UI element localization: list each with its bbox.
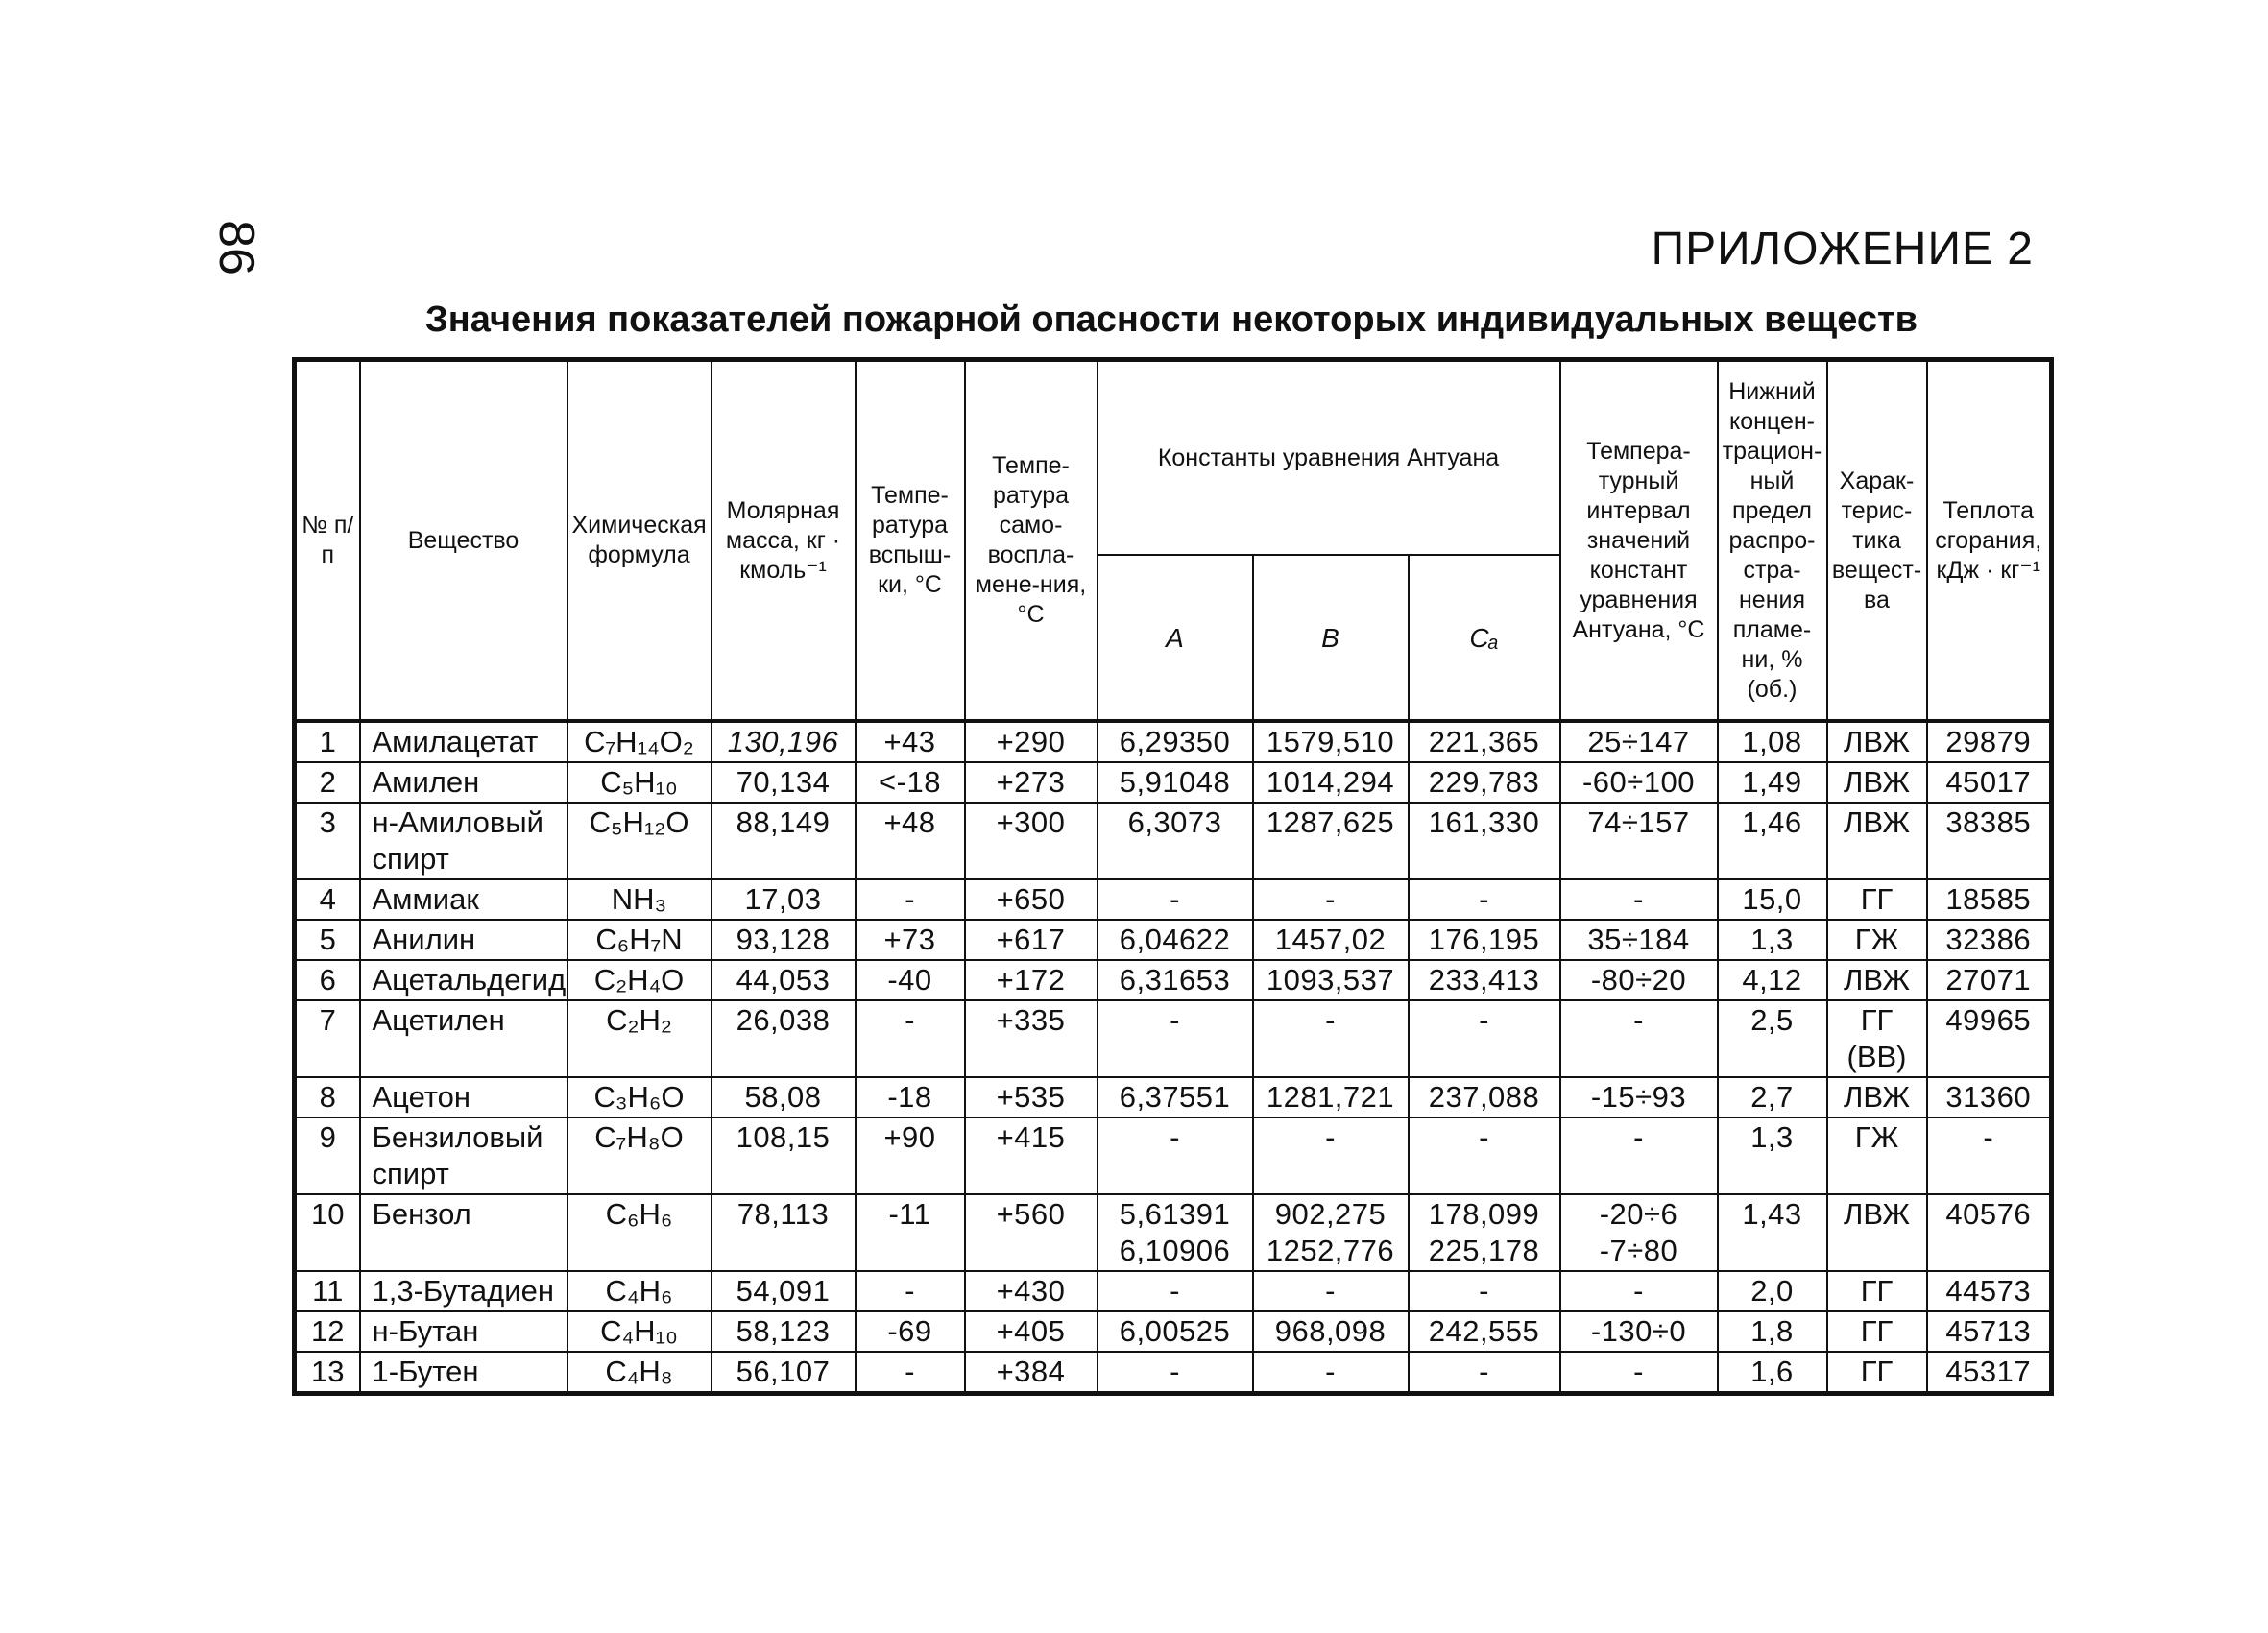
header-flash-point: Темпе-ратура вспыш-ки, °С [856, 360, 965, 722]
cell-characteristic: ГГ [1827, 1271, 1927, 1311]
cell-temp-interval: -130÷0 [1560, 1311, 1718, 1352]
header-autoignition: Темпе-ратура само-воспла-мене-ния, °С [965, 360, 1098, 722]
cell-temp-interval: - [1560, 1117, 1718, 1194]
cell-molar-mass: 58,123 [712, 1311, 856, 1352]
cell-const-a: 6,04622 [1098, 920, 1253, 960]
cell-const-ca: 161,330 [1409, 803, 1560, 879]
cell-molar-mass: 78,113 [712, 1194, 856, 1271]
table-row [295, 721, 2052, 762]
cell-const-b: 1579,510 [1253, 721, 1409, 762]
cell-characteristic: ЛВЖ [1827, 721, 1927, 762]
cell-molar-mass: 56,107 [712, 1352, 856, 1394]
cell-no: 2 [295, 762, 360, 803]
cell-characteristic: ЛВЖ [1827, 803, 1927, 879]
cell-molar-mass: 26,038 [712, 1000, 856, 1077]
cell-autoignition: +535 [965, 1077, 1098, 1117]
header-antoine-constants: Константы уравнения Антуана [1098, 360, 1560, 556]
cell-substance: н-Амиловый спирт [360, 803, 567, 879]
cell-heat: 29879 [1927, 721, 2052, 762]
document-title: Значения показателей пожарной опасности некоторых индивидуальных веществ [425, 300, 1918, 340]
cell-molar-mass: 17,03 [712, 879, 856, 920]
cell-const-b: - [1253, 1000, 1409, 1077]
cell-flash-point: -69 [856, 1311, 965, 1352]
cell-autoignition: +335 [965, 1000, 1098, 1077]
cell-substance: Бензол [360, 1194, 567, 1271]
cell-characteristic: ГГ (ВВ) [1827, 1000, 1927, 1077]
cell-no: 10 [295, 1194, 360, 1271]
cell-const-ca: - [1409, 879, 1560, 920]
cell-molar-mass: 130,196 [712, 721, 856, 762]
cell-lower-limit: 2,7 [1718, 1077, 1827, 1117]
table-row [295, 1352, 2052, 1394]
cell-heat: 45713 [1927, 1311, 2052, 1352]
cell-const-a: 6,37551 [1098, 1077, 1253, 1117]
cell-formula: C₆H₇N [567, 920, 712, 960]
cell-lower-limit: 1,49 [1718, 762, 1827, 803]
cell-temp-interval: - [1560, 1271, 1718, 1311]
cell-const-ca: - [1409, 1271, 1560, 1311]
cell-const-b: 1287,625 [1253, 803, 1409, 879]
cell-autoignition: +273 [965, 762, 1098, 803]
cell-const-a: - [1098, 1352, 1253, 1394]
table-row [295, 1000, 2052, 1077]
cell-flash-point: <-18 [856, 762, 965, 803]
table-row [295, 803, 2052, 879]
cell-formula: C₇H₈O [567, 1117, 712, 1194]
cell-autoignition: +617 [965, 920, 1098, 960]
cell-characteristic: ГГ [1827, 1352, 1927, 1394]
cell-substance: Бензиловый спирт [360, 1117, 567, 1194]
cell-temp-interval: - [1560, 1352, 1718, 1394]
header-temp-interval: Темпера-турный интервал значений констант уравнения Антуана, °С [1560, 360, 1718, 722]
header-characteristic: Харак-терис-тика вещест-ва [1827, 360, 1927, 722]
fire-hazard-table [292, 357, 2054, 1396]
cell-const-b: - [1253, 879, 1409, 920]
cell-temp-interval: -20÷6 -7÷80 [1560, 1194, 1718, 1271]
cell-formula: C₄H₆ [567, 1271, 712, 1311]
table-row [295, 1271, 2052, 1311]
cell-lower-limit: 1,3 [1718, 1117, 1827, 1194]
cell-characteristic: ГЖ [1827, 920, 1927, 960]
cell-flash-point: - [856, 879, 965, 920]
cell-formula: C₅H₁₀ [567, 762, 712, 803]
cell-heat: 44573 [1927, 1271, 2052, 1311]
cell-temp-interval: -60÷100 [1560, 762, 1718, 803]
cell-substance: 1-Бутен [360, 1352, 567, 1394]
cell-no: 13 [295, 1352, 360, 1394]
cell-const-b: 1281,721 [1253, 1077, 1409, 1117]
cell-no: 3 [295, 803, 360, 879]
cell-no: 4 [295, 879, 360, 920]
cell-const-b: - [1253, 1117, 1409, 1194]
cell-substance: 1,3-Бутадиен [360, 1271, 567, 1311]
cell-const-ca: - [1409, 1352, 1560, 1394]
cell-temp-interval: -15÷93 [1560, 1077, 1718, 1117]
cell-heat: 38385 [1927, 803, 2052, 879]
cell-characteristic: ЛВЖ [1827, 1077, 1927, 1117]
cell-const-a: - [1098, 1117, 1253, 1194]
cell-no: 5 [295, 920, 360, 960]
cell-heat: 27071 [1927, 960, 2052, 1000]
cell-formula: C₇H₁₄O₂ [567, 721, 712, 762]
table-row [295, 960, 2052, 1000]
cell-molar-mass: 88,149 [712, 803, 856, 879]
cell-heat: 18585 [1927, 879, 2052, 920]
cell-formula: C₅H₁₂O [567, 803, 712, 879]
cell-const-ca: 242,555 [1409, 1311, 1560, 1352]
cell-formula: C₄H₈ [567, 1352, 712, 1394]
cell-no: 6 [295, 960, 360, 1000]
header-const-ca: Cₐ [1409, 555, 1560, 721]
cell-no: 11 [295, 1271, 360, 1311]
cell-heat: 45017 [1927, 762, 2052, 803]
cell-lower-limit: 4,12 [1718, 960, 1827, 1000]
header-formula: Химическая формула [567, 360, 712, 722]
cell-substance: Анилин [360, 920, 567, 960]
cell-const-b: 1014,294 [1253, 762, 1409, 803]
table-row [295, 920, 2052, 960]
cell-heat: - [1927, 1117, 2052, 1194]
cell-characteristic: ЛВЖ [1827, 762, 1927, 803]
cell-no: 9 [295, 1117, 360, 1194]
header-no: № п/п [295, 360, 360, 722]
cell-const-ca: 176,195 [1409, 920, 1560, 960]
cell-flash-point: - [856, 1000, 965, 1077]
cell-const-ca: 233,413 [1409, 960, 1560, 1000]
cell-heat: 32386 [1927, 920, 2052, 960]
cell-lower-limit: 1,08 [1718, 721, 1827, 762]
cell-flash-point: +48 [856, 803, 965, 879]
cell-flash-point: +43 [856, 721, 965, 762]
cell-characteristic: ГГ [1827, 1311, 1927, 1352]
cell-const-a: 5,61391 6,10906 [1098, 1194, 1253, 1271]
cell-temp-interval: - [1560, 1000, 1718, 1077]
cell-molar-mass: 93,128 [712, 920, 856, 960]
cell-const-ca: 221,365 [1409, 721, 1560, 762]
cell-molar-mass: 70,134 [712, 762, 856, 803]
cell-lower-limit: 2,0 [1718, 1271, 1827, 1311]
cell-autoignition: +384 [965, 1352, 1098, 1394]
header-const-a: A [1098, 555, 1253, 721]
cell-const-a: - [1098, 1271, 1253, 1311]
cell-flash-point: +73 [856, 920, 965, 960]
cell-flash-point: - [856, 1271, 965, 1311]
appendix-heading: ПРИЛОЖЕНИЕ 2 [1651, 224, 2034, 275]
cell-substance: Ацетон [360, 1077, 567, 1117]
cell-const-ca: - [1409, 1000, 1560, 1077]
cell-autoignition: +430 [965, 1271, 1098, 1311]
cell-substance: Аммиак [360, 879, 567, 920]
cell-const-ca: - [1409, 1117, 1560, 1194]
cell-substance: Ацетилен [360, 1000, 567, 1077]
table-body [295, 721, 2052, 1394]
cell-formula: C₆H₆ [567, 1194, 712, 1271]
cell-autoignition: +650 [965, 879, 1098, 920]
cell-const-b: 902,275 1252,776 [1253, 1194, 1409, 1271]
cell-const-b: 1457,02 [1253, 920, 1409, 960]
cell-const-ca: 229,783 [1409, 762, 1560, 803]
cell-temp-interval: 35÷184 [1560, 920, 1718, 960]
cell-lower-limit: 1,8 [1718, 1311, 1827, 1352]
cell-formula: C₂H₄O [567, 960, 712, 1000]
cell-molar-mass: 108,15 [712, 1117, 856, 1194]
table-row [295, 1311, 2052, 1352]
cell-heat: 40576 [1927, 1194, 2052, 1271]
header-const-b: B [1253, 555, 1409, 721]
cell-const-ca: 237,088 [1409, 1077, 1560, 1117]
cell-const-a: 6,31653 [1098, 960, 1253, 1000]
cell-temp-interval: - [1560, 879, 1718, 920]
cell-flash-point: -40 [856, 960, 965, 1000]
cell-no: 12 [295, 1311, 360, 1352]
cell-const-a: 6,3073 [1098, 803, 1253, 879]
cell-autoignition: +290 [965, 721, 1098, 762]
table-row [295, 1077, 2052, 1117]
cell-molar-mass: 54,091 [712, 1271, 856, 1311]
cell-const-b: - [1253, 1352, 1409, 1394]
cell-formula: NH₃ [567, 879, 712, 920]
cell-lower-limit: 2,5 [1718, 1000, 1827, 1077]
cell-substance: н-Бутан [360, 1311, 567, 1352]
table-row [295, 762, 2052, 803]
cell-lower-limit: 15,0 [1718, 879, 1827, 920]
cell-lower-limit: 1,43 [1718, 1194, 1827, 1271]
table-row [295, 879, 2052, 920]
cell-lower-limit: 1,46 [1718, 803, 1827, 879]
cell-molar-mass: 58,08 [712, 1077, 856, 1117]
cell-lower-limit: 1,6 [1718, 1352, 1827, 1394]
cell-heat: 45317 [1927, 1352, 2052, 1394]
cell-autoignition: +405 [965, 1311, 1098, 1352]
cell-formula: C₃H₆O [567, 1077, 712, 1117]
cell-no: 8 [295, 1077, 360, 1117]
cell-no: 7 [295, 1000, 360, 1077]
cell-substance: Амилацетат [360, 721, 567, 762]
cell-no: 1 [295, 721, 360, 762]
cell-substance: Ацетальдегид [360, 960, 567, 1000]
cell-molar-mass: 44,053 [712, 960, 856, 1000]
cell-temp-interval: 25÷147 [1560, 721, 1718, 762]
cell-heat: 49965 [1927, 1000, 2052, 1077]
cell-const-a: - [1098, 1000, 1253, 1077]
cell-lower-limit: 1,3 [1718, 920, 1827, 960]
cell-const-a: 6,00525 [1098, 1311, 1253, 1352]
cell-substance: Амилен [360, 762, 567, 803]
cell-const-ca: 178,099 225,178 [1409, 1194, 1560, 1271]
cell-const-b: 968,098 [1253, 1311, 1409, 1352]
cell-autoignition: +300 [965, 803, 1098, 879]
cell-formula: C₂H₂ [567, 1000, 712, 1077]
header-heat: Теплота сгорания, кДж · кг⁻¹ [1927, 360, 2052, 722]
cell-formula: C₄H₁₀ [567, 1311, 712, 1352]
cell-autoignition: +172 [965, 960, 1098, 1000]
cell-flash-point: -18 [856, 1077, 965, 1117]
cell-flash-point: - [856, 1352, 965, 1394]
cell-const-b: - [1253, 1271, 1409, 1311]
cell-const-a: - [1098, 879, 1253, 920]
cell-flash-point: -11 [856, 1194, 965, 1271]
cell-autoignition: +560 [965, 1194, 1098, 1271]
cell-flash-point: +90 [856, 1117, 965, 1194]
header-lower-limit: Нижний концен-трацион-ный предел распро-стра-нения пламе-ни, % (об.) [1718, 360, 1827, 722]
cell-characteristic: ЛВЖ [1827, 960, 1927, 1000]
table-row [295, 1117, 2052, 1194]
cell-characteristic: ГЖ [1827, 1117, 1927, 1194]
table-row [295, 1194, 2052, 1271]
cell-const-a: 6,29350 [1098, 721, 1253, 762]
header-molar-mass: Молярная масса, кг · кмоль⁻¹ [712, 360, 856, 722]
cell-characteristic: ГГ [1827, 879, 1927, 920]
cell-temp-interval: 74÷157 [1560, 803, 1718, 879]
cell-const-a: 5,91048 [1098, 762, 1253, 803]
cell-const-b: 1093,537 [1253, 960, 1409, 1000]
cell-temp-interval: -80÷20 [1560, 960, 1718, 1000]
cell-autoignition: +415 [965, 1117, 1098, 1194]
page-number: 86 [208, 220, 264, 276]
cell-characteristic: ЛВЖ [1827, 1194, 1927, 1271]
cell-heat: 31360 [1927, 1077, 2052, 1117]
header-substance: Вещество [360, 360, 567, 722]
